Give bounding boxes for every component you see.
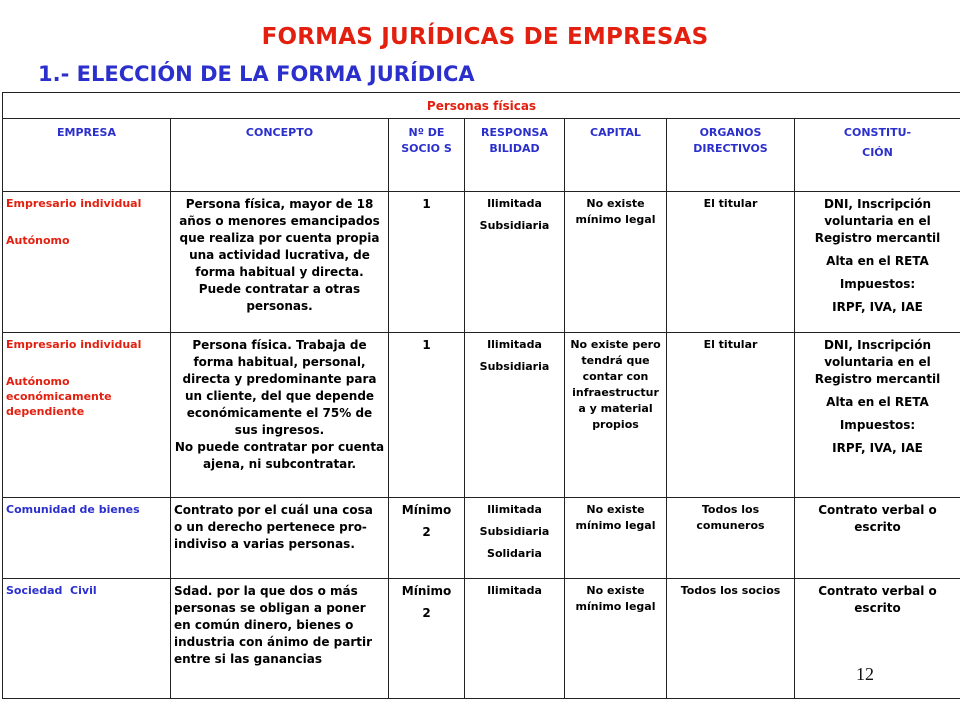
cell-concepto: Contrato por el cuál una cosa o un derecho pertenece pro-indiviso a varias personas.: [171, 498, 389, 579]
responsabilidad-line: Ilimitada: [487, 338, 542, 351]
header-constitucion-line-2: CIÓN: [862, 146, 893, 159]
concepto-line: Persona física. Trabaja de forma habitual, personal, directa y predominante para un cliente, del que depende económicamente el 75% de sus ingresos.: [182, 338, 377, 437]
constitucion-line: Contrato verbal o escrito: [818, 503, 937, 534]
cell-socios: [389, 498, 465, 579]
cell-empresa: [3, 192, 171, 333]
cell-empresa: [3, 579, 171, 699]
cell-responsabilidad: [465, 579, 565, 699]
constitucion-line: IRPF, IVA, IAE: [832, 300, 923, 314]
cell-constitucion: [795, 333, 960, 498]
header-empresa: EMPRESA: [3, 119, 171, 192]
cell-capital: No existe mínimo legal: [565, 498, 667, 579]
cell-capital: No existe pero tendrá que contar con infraestructur a y material propios: [565, 333, 667, 498]
empresa-subtype: Autónomo económicamente dependiente: [6, 375, 112, 418]
cell-organos: El titular: [667, 192, 795, 333]
socios-line: Mínimo: [401, 584, 452, 598]
constitucion-line: IRPF, IVA, IAE: [832, 441, 923, 455]
responsabilidad-line: Ilimitada: [487, 584, 542, 597]
cell-responsabilidad: [465, 498, 565, 579]
constitucion-line: Impuestos:: [839, 277, 916, 291]
concepto-line: No puede contratar por cuenta ajena, ni subcontratar.: [174, 440, 385, 471]
cell-organos: Todos los socios: [667, 579, 795, 699]
constitucion-line: Contrato verbal o escrito: [818, 584, 937, 615]
cell-capital: No existe mínimo legal: [565, 579, 667, 699]
cell-organos: Todos los comuneros: [667, 498, 795, 579]
empresa-subtype: Autónomo: [6, 234, 70, 247]
cell-constitucion: [795, 579, 960, 699]
table-row: [3, 579, 960, 699]
header-constitucion-line-1: CONSTITU-: [843, 126, 912, 139]
table-row: [3, 498, 960, 579]
legal-forms-table: [2, 92, 960, 699]
responsabilidad-line: Subsidiaria: [479, 525, 550, 538]
cell-concepto: [171, 333, 389, 498]
page-number: 12: [856, 664, 874, 684]
table-header-row: [3, 119, 960, 192]
empresa-name: Empresario individual: [6, 197, 142, 210]
empresa-name: Empresario individual: [6, 338, 142, 351]
header-concepto: CONCEPTO: [171, 119, 389, 192]
page-title: FORMAS JURÍDICAS DE EMPRESAS: [261, 24, 709, 50]
cell-socios: 1: [389, 333, 465, 498]
table-row: [3, 192, 960, 333]
header-capital: CAPITAL: [565, 119, 667, 192]
cell-empresa: [3, 498, 171, 579]
constitucion-line: DNI, Inscripción voluntaria en el Registro mercantil: [814, 338, 941, 386]
constitucion-line: Alta en el RETA: [826, 254, 929, 268]
cell-socios: [389, 579, 465, 699]
header-responsabilidad: RESPONSA BILIDAD: [465, 119, 565, 192]
section-subtitle: 1.- ELECCIÓN DE LA FORMA JURÍDICA: [38, 62, 475, 86]
header-constitucion: [795, 119, 960, 192]
responsabilidad-line: Ilimitada: [487, 503, 542, 516]
cell-constitucion: [795, 192, 960, 333]
cell-concepto: Sdad. por la que dos o más personas se obligan a poner en común dinero, bienes o industria con ánimo de partir entre si las ganancias: [171, 579, 389, 699]
cell-socios: 1: [389, 192, 465, 333]
cell-organos: El titular: [667, 333, 795, 498]
cell-responsabilidad: [465, 192, 565, 333]
socios-line: Mínimo: [401, 503, 452, 517]
table-caption: Personas físicas: [3, 93, 960, 119]
responsabilidad-line: Subsidiaria: [479, 360, 550, 373]
cell-constitucion: [795, 498, 960, 579]
cell-empresa: [3, 333, 171, 498]
constitucion-line: DNI, Inscripción voluntaria en el Registro mercantil: [814, 197, 941, 245]
constitucion-line: Alta en el RETA: [826, 395, 929, 409]
constitucion-line: Impuestos:: [839, 418, 916, 432]
responsabilidad-line: Ilimitada: [487, 197, 542, 210]
responsabilidad-line: Subsidiaria: [479, 219, 550, 232]
table-row: [3, 333, 960, 498]
cell-responsabilidad: [465, 333, 565, 498]
header-socios: Nº DE SOCIO S: [389, 119, 465, 192]
cell-capital: No existe mínimo legal: [565, 192, 667, 333]
socios-line: 2: [422, 525, 431, 539]
empresa-name: Comunidad de bienes: [6, 503, 140, 516]
responsabilidad-line: Solidaria: [487, 547, 542, 560]
empresa-name: Sociedad Civil: [6, 584, 97, 597]
header-organos: ORGANOS DIRECTIVOS: [667, 119, 795, 192]
socios-line: 2: [422, 606, 431, 620]
cell-concepto: Persona física, mayor de 18 años o menores emancipados que realiza por cuenta propia una actividad lucrativa, de forma habitual y directa. Puede contratar a otras personas.: [171, 192, 389, 333]
